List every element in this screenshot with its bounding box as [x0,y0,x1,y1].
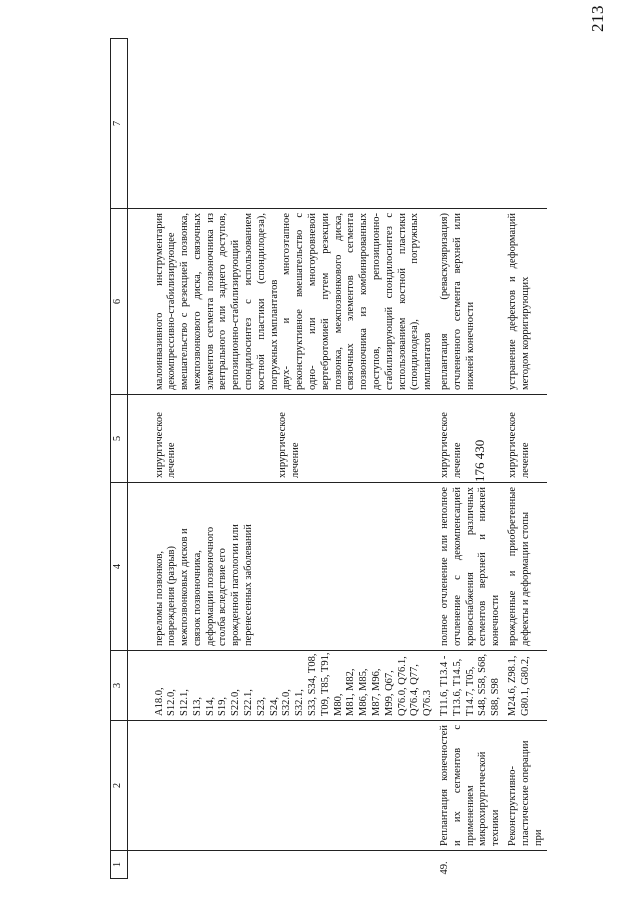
column-header: 5 [111,395,128,483]
procedure-name: Реконструктивно-пластические операции при [505,721,547,851]
pathology-description: полное отчленение или неполное отчленение с декомпенсацией кровоснабжения различных сегментов верхней и нижней конечности [437,483,505,651]
pathology-description: переломы позвонков, повреждения (разрыв) межпозвонковых дисков и связок позвоночника, деформации позвоночного столба вследствие его врожденной патологии или перенесенных заболеваний [152,483,438,651]
cost [437,39,505,209]
table-row [437,39,505,879]
row-number: 49. [439,861,451,875]
medical-procedures-table [110,38,547,879]
table-header-row [111,39,128,879]
column-header: 4 [111,483,128,651]
procedure-name: Реплантация конечностей и их сегментов с применением микрохирургической техники [437,721,505,851]
column-header: 7 [111,39,128,209]
table-row [152,39,438,879]
row-number [505,851,547,879]
treatment-method: устранение дефектов и деформаций методом корригирующих [505,209,547,395]
treatment-method: малоинвазивного инструментария декомпрессивно-стабилизирующее вмешательство с резекцией позвонка, межпозвонкового диска, связочных элементов сегмента позвоночника из вентрального или заднего доступов, репозиционно-стабилизирующий спондилосинтез с использованием костной пластики (спондилодеза), погружных имплантатов двух- и многоэтапное реконструктивное вмешательство с одно- или многоуровневой вертебротомией путем резекции позвонка, межпозвонкового диска, связочных элементов сегмента позвоночника из комбинированных доступов, репозиционно-стабилизирующий спондилосинтез с использованием костной пластики (спондилодеза), погружных имплантатов [152,209,438,395]
treatment-type: хирургическое лечение [437,395,505,483]
spacer-row [128,39,152,879]
treatment-type: хирургическое лечение хирургическое лечение [152,395,438,483]
procedure-name [152,721,438,851]
column-header: 6 [111,209,128,395]
column-header: 2 [111,721,128,851]
column-header: 1 [111,851,128,879]
row-number [152,851,438,879]
column-header: 3 [111,651,128,721]
treatment-method: реплантация (реваскуляризация) отчлененного сегмента верхней или нижней конечности [437,209,505,395]
cost [505,39,547,209]
treatment-type: хирургическое лечение [505,395,547,483]
page-number: 213 [588,5,607,32]
diagnosis-codes: A18.0, S12.0, S12.1, S13, S14, S19, S22.0, S22.1, S23, S24, S32.0, S32.1, S33, S34, T08, T09, T85, T91, M80, M81, M82, M86, M85, M87, M96, M99, Q67, Q76.0, Q76.1, Q76.4, Q77, Q76.3 [152,651,438,721]
rotated-table-page [110,39,640,879]
pathology-description: врожденные и приобретенные дефекты и деформации стопы [505,483,547,651]
diagnosis-codes: T11.6, T13.4 - T13.6, T14.5, T14.7, T05, S48, S58, S68, S88, S98 [437,651,505,721]
diagnosis-codes: M24.6, Z98.1, G80.1, G80.2, [505,651,547,721]
table-row [505,39,547,879]
document-id: 176 430 [472,439,487,482]
cost [152,39,438,209]
